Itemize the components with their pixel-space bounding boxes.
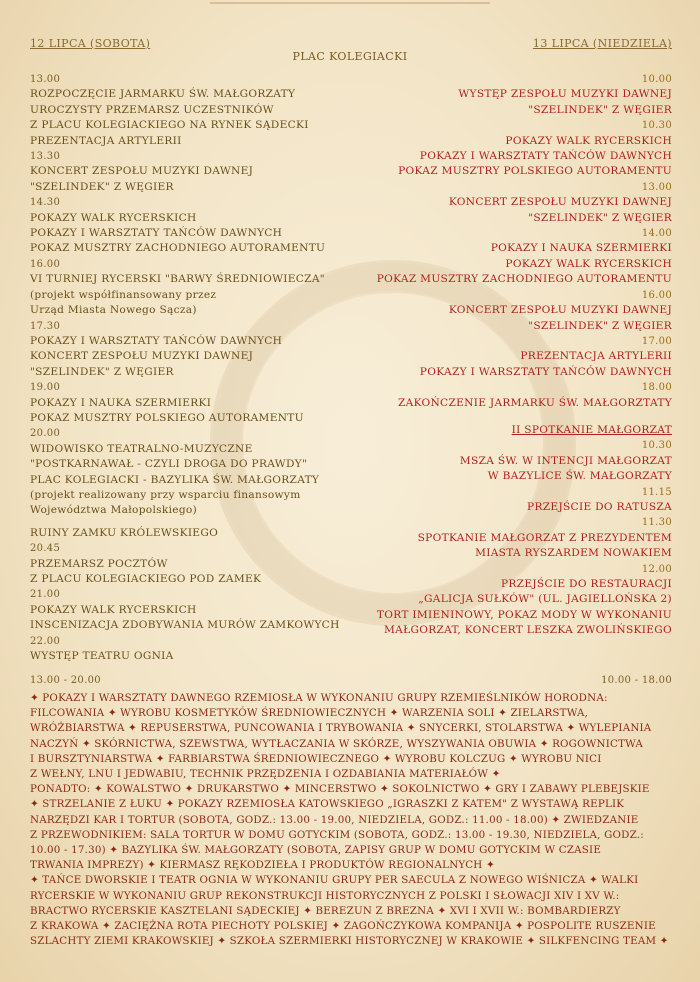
crafts-line: NACZYŃ ✦ SKÓRNICTWA, SZEWSTWA, WYTŁACZANIA W SKÓRZE, WYSZYWANIA OBUWIA ✦ ROGOWNICTWA (30, 737, 644, 750)
event-time: 20.00 (30, 428, 61, 440)
event-line: ZAKOŃCZENIE JARMARKU ŚW. MAŁGORZTATY (397, 396, 672, 409)
event-line: MSZA ŚW. W INTENCJI MAŁGORZAT (459, 454, 672, 467)
event-line: Urząd Miasta Nowego Sącza) (30, 304, 197, 317)
event-line: UROCZYSTY PRZEMARSZ UCZESTNIKÓW (30, 103, 274, 116)
event-time: 16.00 (30, 258, 61, 270)
section-title: II SPOTKANIE MAŁGORZAT (511, 423, 672, 436)
event-time: 17.00 (641, 335, 672, 347)
event-line: SPOTKANIE MAŁGORZAT Z PREZYDENTEM (417, 531, 672, 544)
event-line: POKAZ MUSZTRY ZACHODNIEGO AUTORAMENTU (30, 242, 326, 255)
event-line: "SZELINDEK" Z WĘGIER (528, 211, 672, 224)
event-time: 20.45 (30, 543, 61, 555)
event-line: "SZELINDEK" Z WĘGIER (30, 180, 174, 193)
crafts-line: TRWANIA IMPREZY) ✦ KIERMASZ RĘKODZIEŁA I PRODUKTÓW REGIONALNYCH ✦ (30, 859, 495, 872)
event-line: POKAZY I WARSZTATY TAŃCÓW DAWNYCH (30, 227, 283, 240)
event-line: MIASTA RYSZARDEM NOWAKIEM (475, 547, 672, 560)
crafts-line: Z KRAKOWA ✦ ZACIĘŻNA ROTA PIECHOTY POLSKIEJ ✦ ZAGOŃCZYKOWA KOMPANIJA ✦ POSPOLITE RUSZENIE (30, 920, 656, 933)
event-line: INSCENIZACJA ZDOBYWANIA MURÓW ZAMKOWYCH (30, 619, 340, 632)
event-line: POKAZY WALK RYCERSKICH (30, 603, 197, 616)
crafts-line: 10.00 - 17.30) ✦ BAZYLIKA ŚW. MAŁGORZATY (SOBOTA, ZAPISY GRUP W DOMU GOTYCKIM W CZASIE (30, 844, 602, 857)
event-line: KONCERT ZESPOŁU MUZYKI DAWNEJ (448, 304, 672, 317)
event-line: POKAZ MUSZTRY POLSKIEGO AUTORAMENTU (398, 165, 672, 178)
event-line: POKAZ MUSZTRY POLSKIEGO AUTORAMENTU (30, 411, 304, 424)
event-line: POKAZY I NAUKA SZERMIERKI (490, 242, 672, 255)
event-line: WYSTĘP ZESPOŁU MUZYKI DAWNEJ (458, 88, 672, 101)
crafts-time-saturday: 13.00 - 20.00 (30, 675, 101, 686)
event-line: KONCERT ZESPOŁU MUZYKI DAWNEJ (448, 196, 672, 209)
event-time: 11.30 (641, 517, 672, 529)
event-line: POKAZY WALK RYCERSKICH (30, 211, 197, 224)
sunday-schedule (272, 72, 672, 639)
event-line: WIDOWISKO TEATRALNO-MUZYCZNE (30, 442, 253, 455)
event-line: PREZENTACJA ARTYLERII (520, 350, 672, 363)
event-line: POKAZY WALK RYCERSKICH (505, 257, 672, 270)
event-line: W BAZYLICE ŚW. MAŁGORZATY (487, 470, 672, 483)
section-spacer (272, 411, 672, 423)
event-line: "SZELINDEK" Z WĘGIER (528, 319, 672, 332)
event-line: "POSTKARNAWAŁ - CZYLI DROGA DO PRAWDY" (30, 458, 308, 471)
event-line: POKAZY I NAUKA SZERMIERKI (30, 396, 212, 409)
event-line: Z PLACU KOLEGIACKIEGO POD ZAMEK (30, 573, 262, 585)
event-line: Z PLACU KOLEGIACKIEGO NA RYNEK SĄDECKI (30, 119, 309, 132)
event-line: PRZEMARSZ POCZTÓW (30, 557, 168, 570)
crafts-line: Z WEŁNY, LNU I JEDWABIU, TECHNIK PRZĘDZENIA I OZDABIANIA MATERIAŁÓW ✦ (30, 768, 501, 781)
event-time: 12.00 (641, 563, 672, 575)
crafts-line: SZLACHTY ZIEMI KRAKOWSKIEJ ✦ SZKOŁA SZERMIERKI HISTORYCZNEJ W KRAKOWIE ✦ SILKFENCING TEAM ✦ (30, 935, 669, 948)
event-time: 10.00 (641, 74, 672, 85)
crafts-line: I BURSZTYNIARSTWA ✦ FARBIARSTWA ŚREDNIOWIECZNEGO ✦ WYROBU KOLCZUG ✦ WYROBU NICI (30, 752, 602, 765)
event-line: POKAZY I WARSZTATY TAŃCÓW DAWNYCH (30, 334, 283, 347)
crafts-line: RYCERSKIE W WYKONANIU GRUP REKONSTRUKCJI HISTORYCZNYCH Z POLSKI I SŁOWACJI XIV I XV W.: (30, 889, 620, 902)
crafts-line: BRACTWO RYCERSKIE KASZTELANI SĄDECKIEJ ✦ BEREZUN Z BREZNA ✦ XVI I XVII W.: BOMBARDIERZY (30, 904, 621, 917)
event-time: 14.30 (30, 197, 61, 209)
event-line: RUINY ZAMKU KRÓLEWSKIEGO (30, 526, 219, 539)
crafts-line: Z PRZEWODNIKIEM: SALA TORTUR W DOMU GOTYCKIM (SOBOTA, GODZ.: 13.00 - 19.30, NIEDZIELA, GODZ.: (30, 828, 644, 841)
event-time: 21.00 (30, 589, 61, 601)
event-line: POKAZY WALK RYCERSKICH (505, 134, 672, 147)
event-line: (projekt współfinansowany przez (30, 288, 217, 301)
event-time: 14.00 (641, 228, 672, 240)
event-line: POKAZY I WARSZTATY TAŃCÓW DAWNYCH (419, 365, 672, 378)
event-time: 18.00 (641, 382, 672, 394)
event-time: 10.30 (641, 120, 672, 132)
event-line: PREZENTACJA ARTYLERII (30, 134, 182, 147)
day-heading-sunday: 13 LIPCA (NIEDZIELA) (532, 37, 672, 50)
event-time: 10.30 (641, 440, 672, 452)
crafts-times (30, 675, 672, 691)
event-line: "SZELINDEK" Z WĘGIER (528, 103, 672, 116)
event-line: KONCERT ZESPOŁU MUZYKI DAWNEJ (30, 350, 254, 363)
crafts-line: ✦ POKAZY I WARSZTATY DAWNEGO RZEMIOSŁA W WYKONANIU GRUPY RZEMIEŚLNIKÓW HORODNA: (30, 692, 608, 704)
crafts-time-sunday: 10.00 - 18.00 (601, 675, 672, 686)
event-time: 11.15 (641, 486, 672, 498)
crafts-line: WRÓŻBIARSTWA ✦ REPUSERSTWA, PUNCOWANIA I TRYBOWANIA ✦ SNYCERKI, STOLARSTWA ✦ WYLEPIANIA (30, 722, 652, 735)
crafts-section (30, 675, 672, 949)
event-line: ROZPOCZĘCIE JARMARKU ŚW. MAŁGORZATY (30, 88, 296, 101)
event-line: WYSTĘP TEATRU OGNIA (30, 650, 174, 663)
venue-heading: PLAC KOLEGIACKI (292, 50, 408, 63)
event-time: 22.00 (30, 635, 61, 647)
event-line: VI TURNIEJ RYCERSKI "BARWY ŚREDNIOWIECZA" (30, 273, 325, 286)
event-line: POKAZY I WARSZTATY TAŃCÓW DAWNYCH (419, 150, 672, 163)
event-line: MAŁGORZAT, KONCERT LESZKA ZWOLIŃSKIEGO (384, 624, 672, 637)
event-line: PRZEJŚCIE DO RESTAURACJI (500, 578, 672, 590)
event-time: 13.30 (30, 151, 61, 163)
crafts-line: PONADTO: ✦ KOWALSTWO ✦ DRUKARSTWO ✦ MINCERSTWO ✦ SOKOLNICTWO ✦ GRY I ZABAWY PLEBEJSKIE (30, 783, 650, 796)
event-line: POKAZ MUSZTRY ZACHODNIEGO AUTORAMENTU (376, 273, 672, 286)
event-time: 16.00 (641, 289, 672, 301)
event-line: PLAC KOLEGIACKI - BAZYLIKA ŚW. MAŁGORZATY (30, 473, 320, 486)
top-ornament-line (210, 2, 490, 4)
event-line: TORT IMIENINOWY, POKAZ MODY W WYKONANIU (376, 608, 672, 621)
crafts-line: FILCOWANIA ✦ WYROBU KOSMETYKÓW ŚREDNIOWIECZNYCH ✦ WARZENIA SOLI ✦ ZIELARSTWA, (30, 707, 589, 720)
event-line: (projekt realizowany przy wsparciu finansowym (30, 488, 301, 501)
crafts-line: NARZĘDZI KAR I TORTUR (SOBOTA, GODZ.: 13.00 - 19.00, NIEDZIELA, GODZ.: 11.00 - 18.00) ✦ ZWIEDZANIE (30, 813, 639, 826)
event-line: "SZELINDEK" Z WĘGIER (30, 365, 174, 378)
event-time: 13.00 (30, 74, 61, 85)
event-time: 13.00 (641, 181, 672, 193)
day-heading-saturday: 12 LIPCA (SOBOTA) (30, 37, 151, 50)
crafts-description (30, 691, 672, 949)
event-line: Województwa Małopolskiego) (30, 504, 198, 517)
event-time: 17.30 (30, 320, 61, 332)
event-line: KONCERT ZESPOŁU MUZYKI DAWNEJ (30, 165, 254, 178)
event-time: 19.00 (30, 382, 61, 394)
event-line: „GALICJA SUŁKÓW" (UL. JAGIELLOŃSKA 2) (418, 593, 672, 606)
event-line: PRZEJŚCIE DO RATUSZA (527, 500, 672, 513)
crafts-line: ✦ STRZELANIE Z ŁUKU ✦ POKAZY RZEMIOSŁA KATOWSKIEGO „IGRASZKI Z KATEM" Z WYSTAWĄ REPLIK (30, 798, 625, 811)
crafts-line: ✦ TAŃCE DWORSKIE I TEATR OGNIA W WYKONANIU GRUPY PER SAECULA Z NOWEGO WIŚNICZA ✦ WALKI (30, 874, 639, 887)
